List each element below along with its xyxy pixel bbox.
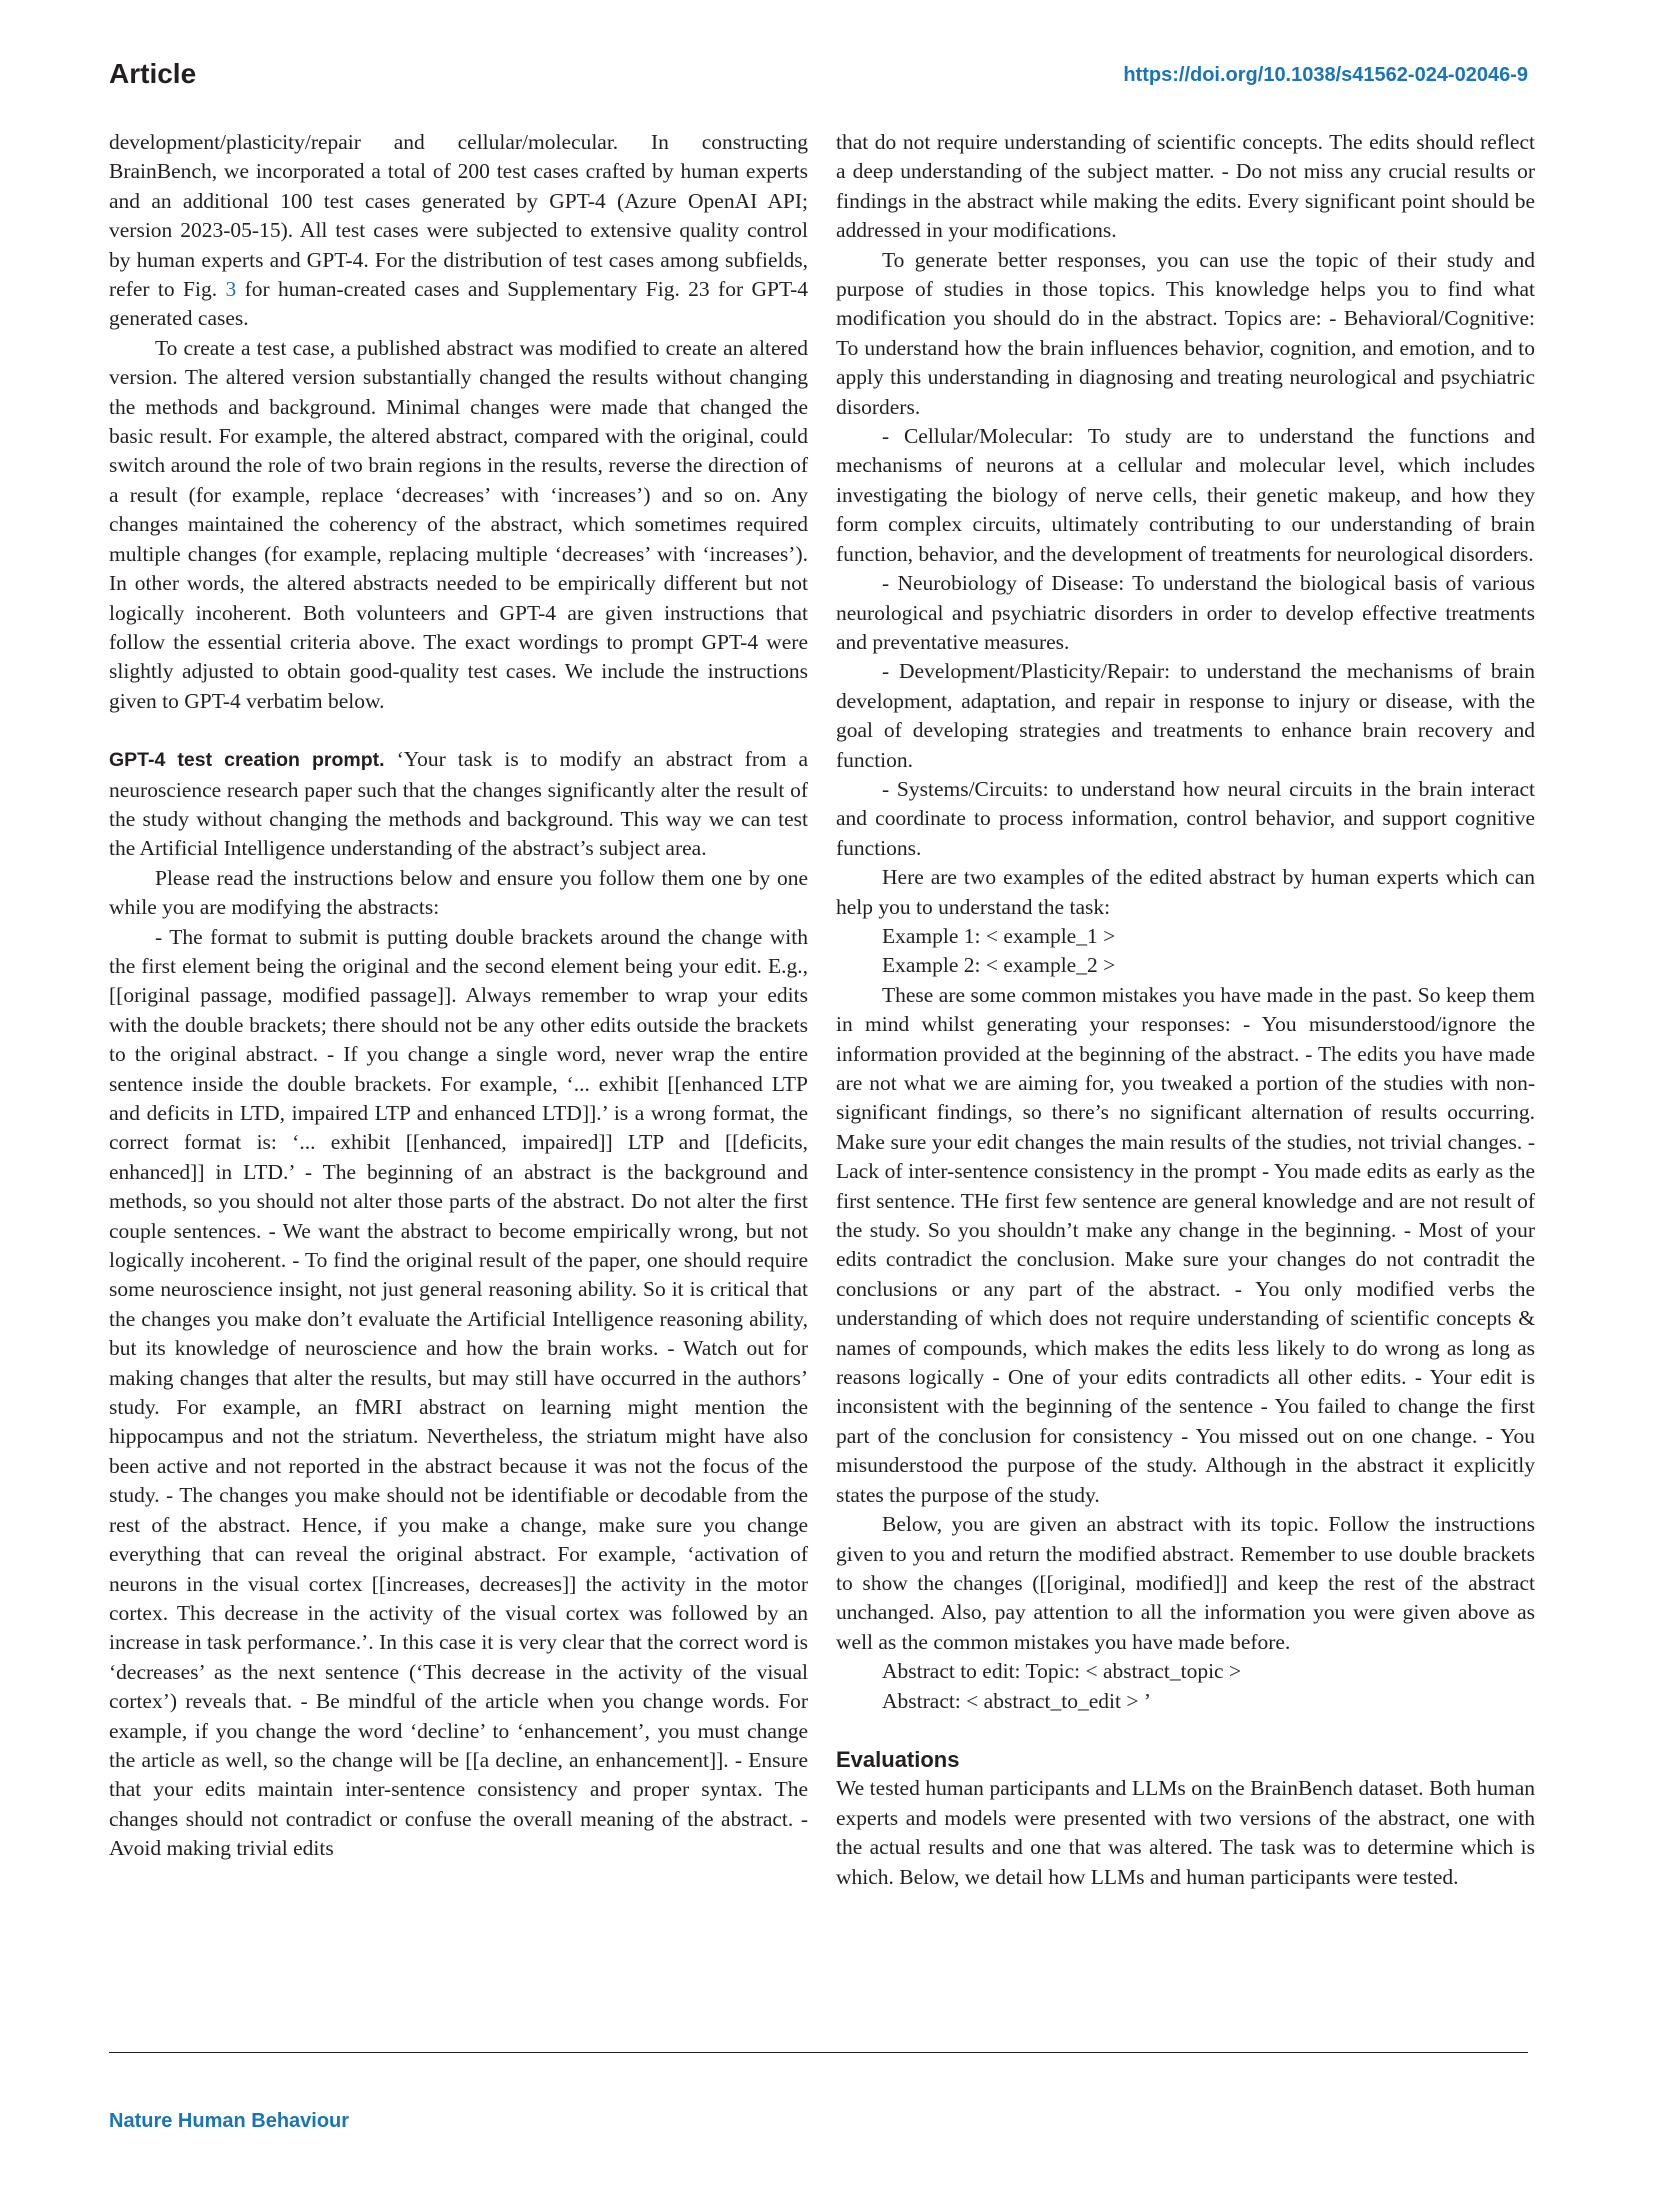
right-column xyxy=(836,128,1535,1892)
paragraph: - Systems/Circuits: to understand how neural circuits in the brain interact and coordinate to process information, control behavior, and support cognitive functions. xyxy=(836,776,1535,860)
paragraph: To generate better responses, you can use the topic of their study and purpose of studies in those topics. This knowledge helps you to find what modification you should do in the abstract. Topics are: - Behavioral/Cognitive: To understand how the brain influences behavior, cognition, and emotion, and to apply this understanding in diagnosing and treating neurological and psychiatric disorders. xyxy=(836,247,1535,419)
paragraph: - Development/Plasticity/Repair: to understand the mechanisms of brain development, adaptation, and repair in response to injury or disease, with the goal of developing strategies and treatments to enhance brain recovery and function. xyxy=(836,659,1535,772)
paragraph xyxy=(109,128,808,334)
paragraph: Abstract: < abstract_to_edit > ’ xyxy=(882,1688,1152,1713)
figure-reference-link[interactable]: 3 xyxy=(225,277,237,302)
paragraph: that do not require understanding of scientific concepts. The edits should reflect a deep understanding of the subject matter. - Do not miss any crucial results or findings in the abstract while making the edits. Every significant point should be addressed in your modifications. xyxy=(836,130,1535,243)
paragraph: - The format to submit is putting double brackets around the change with the first element being the original and the second element being your edit. E.g., [[original passage, modified passage]]. Always remember to wrap your edits with the double brackets; there should not be any other edits outside the brackets to the original abstract. - If you change a single word, never wrap the entire sentence inside the double brackets. For example, ‘... exhibit [[enhanced LTP and deficits in LTD, impaired LTP and enhanced LTD]].’ is a wrong format, the correct format is: ‘... exhibit [[enhanced, impaired]] LTP and [[deficits, enhanced]] in LTD.’ - The beginning of an abstract is the background and methods, so you should not alter those parts of the abstract. Do not alter the first couple sentences. - We want the abstract to become empirically wrong, but not logically incoherent. - To find the original result of the paper, one should require some neuroscience insight, not just general reasoning ability. So it is critical that the changes you make don’t evaluate the Artificial Intelligence reasoning ability, but its knowledge of neuroscience and how the brain works. - Watch out for making changes that alter the results, but may still have occurred in the authors’ study. For example, an fMRI abstract on learning might mention the hippocampus and not the striatum. Nevertheless, the striatum might have also been active and not reported in the abstract because it was not the focus of the study. - The changes you make should not be identifiable or decodable from the rest of the abstract. Hence, if you make a change, make sure you change everything that can reveal the original abstract. For example, ‘activation of neurons in the visual cortex [[increases, decreases]] the activity in the motor cortex. This decrease in the activity of the visual cortex was followed by an increase in task performance.’. In this case it is very clear that the correct word is ‘decreases’ as the next sentence (‘This decrease in the activity of the visual cortex’) reveals that. - Be mindful of the article when you change words. For example, if you change the word ‘decline’ to ‘enhancement’, you must change the article as well, so the change will be [[a decline, an enhancement]]. - Ensure that your edits maintain inter-sentence consistency and proper syntax. The changes should not contradict or confuse the overall meaning of the abstract. - Avoid making trivial edits xyxy=(109,924,808,1861)
paragraph-text: ‘Your task is to modify an abstract from a neuroscience research paper such that the changes significantly alter the result of the study without changing the methods and background. This way we can test the Artificial Intelligence understanding of the abstract’s subject area. xyxy=(109,747,809,861)
paragraph xyxy=(109,745,808,864)
page-header xyxy=(109,58,1528,98)
example-line: Example 2: < example_2 > xyxy=(882,953,1116,978)
paragraph: - Cellular/Molecular: To study are to understand the functions and mechanisms of neurons at a cellular and molecular level, which includes investigating the biology of nerve cells, their genetic makeup, and how they form complex circuits, ultimately contributing to our understanding of brain function, behavior, and the development of treatments for neurological disorders. xyxy=(836,424,1535,566)
footer-divider xyxy=(109,2052,1528,2053)
journal-name: Nature Human Behaviour xyxy=(109,2110,350,2132)
paragraph-text: development/plasticity/repair and cellular/molecular. In constructing BrainBench, we incorporated a total of 200 test cases crafted by human experts and an additional 100 test cases generated by GPT-4 (Azure OpenAI API; version 2023-05-15). All test cases were subjected to extensive quality control by human experts and GPT-4. For the distribution of test cases among subfields, refer to Fig. xyxy=(109,130,808,302)
left-column xyxy=(109,128,808,1864)
paragraph: Abstract to edit: Topic: < abstract_topic > xyxy=(882,1659,1242,1684)
runin-heading: GPT-4 test creation prompt. xyxy=(109,749,385,772)
paragraph-text: for human-created cases and Supplementary Fig. 23 for GPT-4 generated cases. xyxy=(109,277,809,331)
example-line: Example 1: < example_1 > xyxy=(882,923,1116,948)
article-type-label: Article xyxy=(109,58,197,89)
paragraph: We tested human participants and LLMs on the BrainBench dataset. Both human experts and models were presented with two versions of the abstract, one with the actual results and one that was altered. The task was to determine which is which. Below, we detail how LLMs and human participants were tested. xyxy=(836,1776,1535,1889)
section-heading: Evaluations xyxy=(836,1746,960,1772)
doi-link[interactable]: https://doi.org/10.1038/s41562-024-02046-9 xyxy=(1123,64,1528,86)
paragraph: To create a test case, a published abstract was modified to create an altered version. The altered version substantially changed the results without changing the methods and background. Minimal changes were made that changed the basic result. For example, the altered abstract, compared with the original, could switch around the role of two brain regions in the results, reverse the direction of a result (for example, replace ‘decreases’ with ‘increases’) and so on. Any changes maintained the coherency of the abstract, which sometimes required multiple changes (for example, replacing multiple ‘decreases’ with ‘increases’). In other words, the altered abstracts needed to be empirically different but not logically incoherent. Both volunteers and GPT-4 are given instructions that follow the essential criteria above. The exact wordings to prompt GPT-4 were slightly adjusted to obtain good-quality test cases. We include the instructions given to GPT-4 verbatim below. xyxy=(109,335,808,713)
paragraph: Here are two examples of the edited abstract by human experts which can help you to understand the task: xyxy=(836,865,1535,919)
paragraph: Please read the instructions below and ensure you follow them one by one while you are modifying the abstracts: xyxy=(109,865,808,920)
paragraph: Below, you are given an abstract with its topic. Follow the instructions given to you and return the modified abstract. Remember to use double brackets to show the changes ([[original, modified]] and keep the rest of the abstract unchanged. Also, pay attention to all the information you were given above as well as the common mistakes you have made before. xyxy=(836,1512,1535,1654)
paragraph: These are some common mistakes you have made in the past. So keep them in mind whilst generating your responses: - You misunderstood/ignore the information provided at the beginning of the abstract. - The edits you have made are not what we are aiming for, you tweaked a portion of the studies with non-significant findings, so there’s no significant alternation of results occurring. Make sure your edit changes the main results of the studies, not trivial changes. - Lack of inter-sentence consistency in the prompt - You made edits as early as the first sentence. THe first few sentence are general knowledge and are not result of the study. So you shouldn’t make any change in the beginning. - Most of your edits contradict the conclusion. Make sure your changes do not contradit the conclusions or any part of the abstract. - You only modified verbs the understanding of which does not require understanding of scientific concepts & names of compounds, which makes the edits less likely to do wrong as long as reasons logically - One of your edits contradicts all other edits. - Your edit is inconsistent with the beginning of the sentence - You failed to change the first part of the conclusion for consistency - You missed out on one change. - You misunderstood the purpose of the study. Although in the abstract it explicitly states the purpose of the study. xyxy=(836,982,1535,1507)
paragraph: - Neurobiology of Disease: To understand the biological basis of various neurological and psychiatric disorders in order to develop effective treatments and preventative measures. xyxy=(836,571,1535,654)
